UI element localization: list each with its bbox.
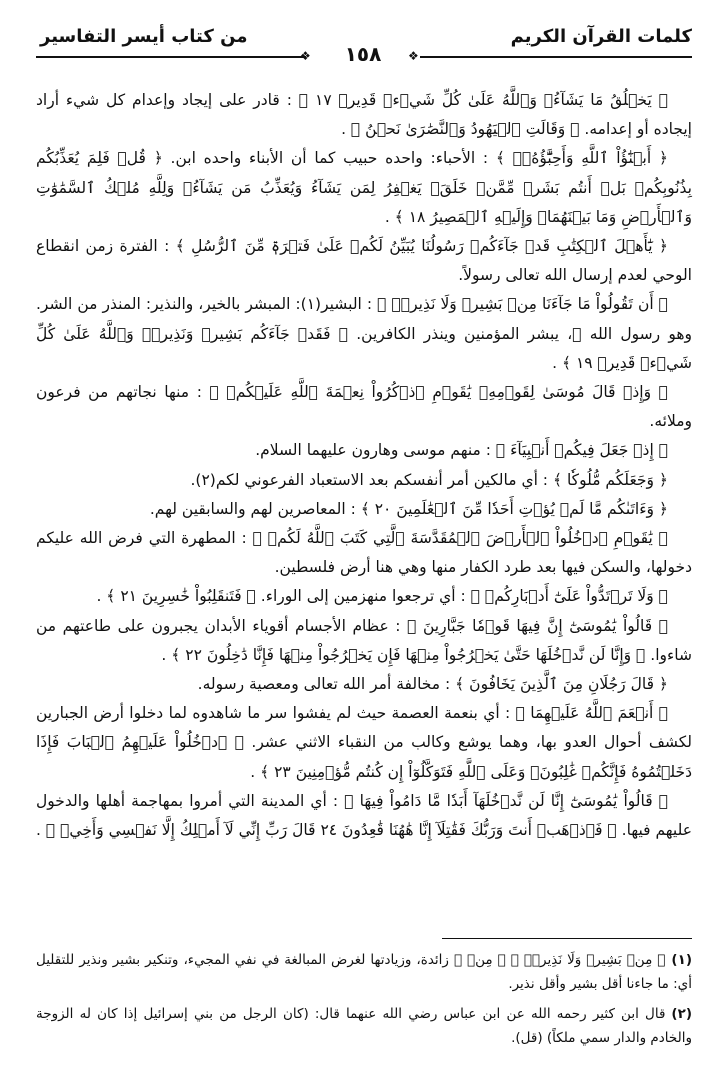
paragraph: ﴿ قَالَ رَجُلَانِ مِنَ ٱلَّذِينَ يَخَافُونَ ﴾ : مخالفة أمر الله تعالى ومعصية رسوله. [197,675,668,694]
book-source-title: من كتاب أيسر التفاسير [40,26,248,47]
footnote-number: (٢) [671,1006,692,1022]
footnote [36,948,692,996]
ornament-icon: ❖ [300,49,311,63]
page-number: ١٥٨ [344,42,382,66]
footnote-text: قال ابن كثير رحمه الله عن ابن عباس رضي الله عنهما قال: (كان الرجل من بني إسرائيل إذا كان له الزوجة والخادم والدار سمي ملكاً) (قل). [36,1006,692,1046]
paragraph: ﴿ إِذۡ جَعَلَ فِيكُمۡ أَنۢبِيَآءَ ﴾ : منهم موسى وهارون عليهما السلام. [255,441,668,460]
running-title: كلمات القرآن الكريم [510,26,692,47]
commentary-body [36,86,692,845]
footnote-text: ﴿ مِنۢ بَشِيرٖ وَلَا نَذِيرٖۖ ﴾ ﴿ مِنۢ ﴾ زائدة، وزيادتها لغرض المبالغة في نفي المجيء، وتنكير بشير ونذير للتقليل أي: ما جاءنا أقل بشير وأقل نذير. [36,952,692,992]
paragraph: ﴿ قَالُواْ يَٰمُوسَىٰٓ إِنَّا لَن نَّدۡخُلَهَآ أَبَدٗا مَّا دَامُواْ فِيهَا ﴾ : أي المدينة التي أمروا بمهاجمة أهلها والدخول عليهم فيها. ﴿ فَٱذۡهَبۡ أَنتَ وَرَبُّكَ فَقَٰتِلَآ إِنَّا هَٰهُنَا قَٰعِدُونَ ٢٤ قَالَ رَبِّ إِنِّي لَآ أَمۡلِكُ إِلَّا نَفۡسِي وَأَخِيۖ ﴾ . [36,791,692,840]
footnote-number: (١) [671,952,692,968]
paragraph: ﴿ أَنۡعَمَ ٱللَّهُ عَلَيۡهِمَا ﴾ : أي بنعمة العصمة حيث لم يفشوا سر ما شاهدوه لما دخلوا أرض الجبارين لكشف أحوال العدو بها، وهما يوشع وكالب من النقباء الاثني عشر. ﴿ ٱدۡخُلُواْ عَلَيۡهِمُ ٱلۡبَابَ فَإِذَا دَخَلۡتُمُوهُ فَإِنَّكُمۡ غَٰلِبُونَۚ وَعَلَى ٱللَّهِ فَتَوَكَّلُوٓاْ إِن كُنتُم مُّؤۡمِنِينَ ٢٣ ﴾ . [36,704,692,781]
paragraph: ﴿ يَٰقَوۡمِ ٱدۡخُلُواْ ٱلۡأَرۡضَ ٱلۡمُقَدَّسَةَ ٱلَّتِي كَتَبَ ٱللَّهُ لَكُمۡ ﴾ : المطهرة التي فرض الله عليكم دخولها، والسكن فيها بعد طرد الكفار منها وهي هنا أرض فلسطين. [36,529,692,577]
footnote-separator [442,938,692,939]
paragraph: ﴿ وَلَا تَرۡتَدُّواْ عَلَىٰٓ أَدۡبَارِكُمۡ ﴾ : أي ترجعوا منهزمين إلى الوراء. ﴿ فَتَنقَلِبُواْ خَٰسِرِينَ ٢١ ﴾ . [96,587,668,606]
paragraph: ﴿ يَٰٓأَهۡلَ ٱلۡكِتَٰبِ قَدۡ جَآءَكُمۡ رَسُولُنَا يُبَيِّنُ لَكُمۡ عَلَىٰ فَتۡرَةٖ مِّنَ ٱلرُّسُلِ ﴾ : الفترة زمن انقطاع الوحي لعدم إرسال الله تعالى رسولاً. [36,237,692,285]
paragraph: ﴿ أَبۡنَٰٓؤُاْ ٱللَّهِ وَأَحِبَّٰٓؤُهُۥۚ ﴾ : الأحباء: واحده حبيب كما أن الأبناء واحده ابن. ﴿ قُلۡ فَلِمَ يُعَذِّبُكُم بِذُنُوبِكُمۖ بَلۡ أَنتُم بَشَرٞ مِّمَّنۡ خَلَقَۚ يَغۡفِرُ لِمَن يَشَآءُ وَيُعَذِّبُ مَن يَشَآءُۚ وَلِلَّهِ مُلۡكُ ٱلسَّمَٰوَٰتِ وَٱلۡأَرۡضِ وَمَا بَيۡنَهُمَاۖ وَإِلَيۡهِ ٱلۡمَصِيرُ ١٨ ﴾ . [36,149,692,226]
paragraph: ﴿ قَالُواْ يَٰمُوسَىٰٓ إِنَّ فِيهَا قَوۡمٗا جَبَّارِينَ ﴾ : عظام الأجسام أقوياء الأبدان يجبرون على طاعتهم من شاءوا. ﴿ وَإِنَّا لَن نَّدۡخُلَهَا حَتَّىٰ يَخۡرُجُواْ مِنۡهَا فَإِن يَخۡرُجُواْ مِنۡهَا فَإِنَّا دَٰخِلُونَ ٢٢ ﴾ . [36,616,692,664]
ornament-icon: ❖ [408,49,419,63]
footnote [36,1002,692,1050]
paragraph: ﴿ أَن تَقُولُواْ مَا جَآءَنَا مِنۢ بَشِيرٖ وَلَا نَذِيرٖۖ ﴾ : البشير(١): المبشر بالخير، والنذير: المنذر من الشر. وهو رسول الله ﷺ، يبشر المؤمنين وينذر الكافرين. ﴿ فَقَدۡ جَآءَكُم بَشِيرٞ وَنَذِيرٞۗ وَٱللَّهُ عَلَىٰ كُلِّ شَيۡءٖ قَدِيرٞ ١٩ ﴾ . [36,295,692,372]
paragraph: ﴿ وَجَعَلَكُم مُّلُوكٗا ﴾ : أي مالكين أمر أنفسكم بعد الاستعباد الفرعوني لكم(٢). [190,470,668,489]
paragraph: ﴿ وَءَاتَىٰكُم مَّا لَمۡ يُؤۡتِ أَحَدٗا مِّنَ ٱلۡعَٰلَمِينَ ٢٠ ﴾ : المعاصرين لهم والسابقين لهم. [149,499,668,518]
paragraph: ﴿ يَخۡلُقُ مَا يَشَآءُۚ وَٱللَّهُ عَلَىٰ كُلِّ شَيۡءٖ قَدِيرٞ ١٧ ﴾ : قادر على إيجاد وإعدام كل شيء أراد إيجاده أو إعدامه. ﴿ وَقَالَتِ ٱلۡيَهُودُ وَٱلنَّصَٰرَىٰ نَحۡنُ ﴾ . [36,91,692,139]
footnotes [36,948,692,1056]
paragraph: ﴿ وَإِذۡ قَالَ مُوسَىٰ لِقَوۡمِهِۦ يَٰقَوۡمِ ٱذۡكُرُواْ نِعۡمَةَ ٱللَّهِ عَلَيۡكُمۡ ﴾ : منها نجاتهم من فرعون وملائه. [36,383,692,431]
